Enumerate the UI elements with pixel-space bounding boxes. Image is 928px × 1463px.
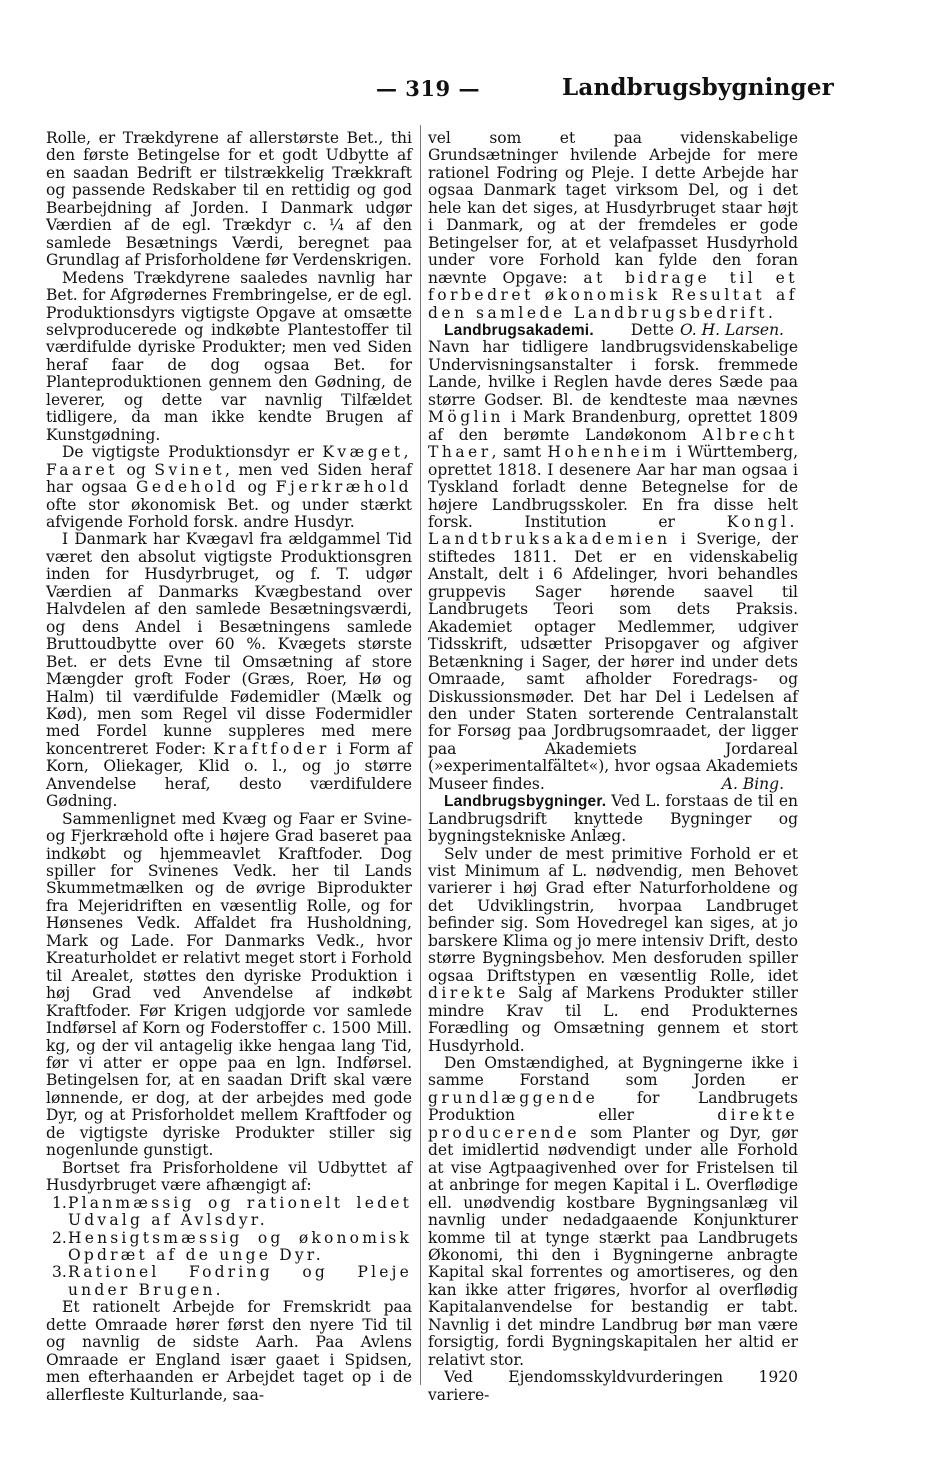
paragraph (46, 444, 412, 531)
list-number: 1. (52, 1193, 67, 1212)
text-run: Selv under de mest primitive Forhold er et vist Minimum af L. nødvendig, men Behovet varierer i høj Grad efter Naturforholdene og det Udviklingstrin, hvorpaa Landbruget befinder sig. Som Hovedregel kan siges, at jo barskere Klima og jo mere intensiv Drift, desto større Bygningsbehov. Men desforuden spiller ogsaa Driftstypen en væsentlig Rolle, idet (428, 844, 798, 985)
paragraph: Et rationelt Arbejde for Fremskridt paa dette Omraade hører først den nyere Tid til og navnlig de sidste Aarh. Paa Avlens Omraade er England især gaaet i Spidsen, men efterhaanden er Arbejdet taget op i de allerfleste Kulturlande, saa- (46, 1298, 412, 1404)
list-number: 3. (52, 1263, 67, 1282)
text-run: i Mark Brandenburg, oprettet 1809 af den berømte Landøkonom (428, 408, 798, 444)
text-run: i Württemberg, oprettet 1818. I desenere Aar har man ogsaa i Tyskland forladt denne Betegnelse for de højere Landbrugsskoler. En fra disse helt forsk. Institution er (428, 443, 798, 531)
paragraph: Ved Ejendomsskyldvurderingen 1920 variere- (428, 1368, 798, 1404)
spaced-term: at bidrage til et forbedret økonomisk Resultat af den samlede Landbrugsbedrift. (428, 268, 798, 322)
spaced-term: Kraftfoder (213, 739, 330, 758)
text-run: som Planter og Dyr, gør det imidlertid nødvendigt under alle Forhold at vise Agtpaagivenhed over for Fristelsen til at anbringe for megen Kapital i L. Overflødige ell. unødvendig kostbare Bygningsanlæg vil navnlig under nedadgaaende Konjunkturer komme til at tynge stærkt paa Landbrugets Økonomi, thi den i Bygningerne anbragte Kapital skal forrentes og amortiseres, og den kan ikke atter frigøres, hvorfor al overflødig Kapitalanvendelse for bestandig er tabt. Navnlig i det mindre Landbrug bør man være forsigtig, fordi Bygningskapitalen her altid er relativt stor. (428, 1123, 798, 1369)
column-rule (420, 125, 421, 1385)
author-signature: A. Bing. (721, 774, 784, 793)
spaced-term: Fjerkræhold (275, 478, 412, 497)
text-run: I Danmark har Kvægavl fra ældgammel Tid været den absolut vigtigste Produktionsgren inden for Husdyrbruget, og f. T. udgør Værdien af Danmarks Kvægbestand over Halvdelen af den samlede Besætningsværdi, og dens Andel i Besætningens samlede Bruttoudbytte over 60 %. Kvægets største Bet. er dets Evne til Omsætning af store Mængder groft Foder (Græs, Roer, Hø og Halm) til værdifulde Fødemidler (Mælk og Kød), men som Regel vil disse Fodermidler med Fordel kunne suppleres med mere koncentreret Foder: (46, 530, 412, 758)
text-run: Ved L. forstaas de til en Landbrugsdrift knyttede Bygninger og bygningstekniske Anlæg. (428, 792, 798, 846)
spaced-term: direkte (428, 984, 509, 1003)
spaced-term: Albrecht Thaer (428, 425, 798, 462)
paragraph: Medens Trækdyrene saaledes navnlig har Bet. for Afgrødernes Frembringelse, er de egl. Produktionsdyrs vigtigste Opgave at omsætte selvproducerede og indkøbte Plantestoffer til værdifulde dyriske Produkter; men ved Siden heraf faar de dog ogsaa Bet. for Planteproduktionen gennem den Gødning, de leverer, og dette var navnlig Tilfældet tidligere, da man ikke kendte Brugen af Kunstgødning. (46, 268, 412, 444)
entry-landbrugsbygninger (428, 793, 798, 845)
spaced-term: Kvæget, Faaret (46, 443, 412, 479)
paragraph: Bortset fra Prisforholdene vil Udbyttet af Husdyrbruget være afhængigt af: (46, 1158, 412, 1195)
running-head: Landbrugsbygninger (562, 74, 834, 101)
spaced-term: grundlæggende (428, 1088, 599, 1107)
numbered-list (46, 1195, 412, 1300)
text-run: Dette Navn har tidligere landbrugsvidenskabelige Undervisningsanstalter i forsk. fremmede Lande, hvilke i Reglen havde deres Sæde paa større Godser. Bl. de kendteste maa nævnes (428, 320, 798, 409)
list-number: 2. (52, 1228, 67, 1247)
text-run: Den Omstændighed, at Bygningerne ikke i samme Forstand som Jorden er (428, 1054, 798, 1090)
text-run: Salg af Markens Produkter stiller mindre Krav til L. end Produkternes Forædling og Omsætning gennem et stort Husdyrhold. (428, 984, 798, 1055)
list-item (46, 1230, 412, 1265)
right-column (428, 130, 798, 1404)
entry-title: Landbrugsakademi. (444, 321, 594, 339)
paragraph: Rolle, er Trækdyrene af allerstørste Bet., thi den første Betingelse for et godt Udbytte af en saadan Bedrift er tilstrækkelig Trækkraft og passende Redskaber til en rettidig og god Bearbejdning af Jorden. I Danmark udgør Værdien af de egl. Trækdyr c. ¼ af den samlede Besætnings Værdi, beregnet paa Grundlag af Prisforholdene før Verdenskrigen. (46, 129, 412, 270)
text-run: , samt (491, 443, 548, 462)
entry-title: Landbrugsbygninger. (444, 793, 607, 811)
spaced-term: Kongl. Landtbruksakademien (428, 512, 798, 549)
paragraph (46, 531, 412, 810)
entry-landbrugsakademi (428, 322, 798, 793)
text-run: i Form af Korn, Oliekager, Klid o. l., og jo større Anvendelse heraf, desto værdifuldere Gødning. (46, 739, 412, 811)
paragraph: Sammenlignet med Kvæg og Faar er Svine- og Fjerkræhold ofte i højere Grad baseret paa indkøbt og hjemmeavlet Kraftfoder. Dog spiller for Svinenes Vedk. her til Lands Skummetmælken og de øvrige Biprodukter fra Mejeridriften en væsentlig Rolle, og for Hønsenes Vedk. Affaldet fra Husholdning, Mark og Lade. For Danmarks Vedk., hvor Kreaturholdet er relativt meget stort i Forhold til Arealet, støttes den dyriske Produktion i høj Grad ved Anvendelse af indkøbt Kraftfoder. Før Krigen udgjorde vor samlede Indførsel af Korn og Foderstoffer c. 1500 Mill. kg, og der vil antagelig ikke hengaa lang Tid, før vi atter er oppe paa en lgn. Indførsel. Betingelsen for, at en saadan Drift skal være lønnende, er dog, at der arbejdes med gode Dyr, og at Prisforholdet mellem Kraftfoder og de vigtigste dyriske Produkter stiller sig nogenlunde gunstigt. (46, 809, 412, 1160)
text-run: og (118, 460, 155, 479)
list-text: Planmæssig og rationelt ledet Udvalg af Avlsdyr. (68, 1193, 412, 1230)
spaced-term: Svinet (154, 460, 226, 479)
text-run: ofte stor økonomisk Bet. og under stærkt afvigende Forhold forsk. andre Husdyr. (46, 495, 412, 531)
author-signature: O. H. Larsen. (679, 320, 784, 339)
spaced-term: Gedehold (136, 478, 239, 497)
text-run: , men ved Siden heraf har ogsaa (46, 460, 412, 497)
list-text: Rationel Fodring og Pleje under Brugen. (68, 1263, 412, 1299)
spaced-term: direkte producerende (428, 1106, 798, 1142)
text-run: i Sverige, der stiftedes 1811. Det er en videnskabelig Anstalt, delt i 6 Afdelinger, hvori behandles gruppevis Sager hørende saavel til Landbrugets Teori som dets Praksis. Akademiet optager Medlemmer, udgiver Tidsskrift, udsætter Prisopgaver og afgiver Betænkning i Sager, der hører ind under dets Omraade, samt afholder Foredrags- og Diskussionsmøder. Det har Del i Ledelsen af den under Staten sorterende Centralanstalt for Forsøg paa Jordbrugsomraadet, der ligger paa Akademiets Jordareal (»experimentalfältet«), hvor ogsaa Akademiets Museer findes. (428, 530, 798, 793)
list-item (46, 1195, 412, 1230)
left-column (46, 130, 412, 1404)
text-run: og (238, 478, 276, 497)
paragraph (428, 1055, 798, 1369)
text-run: for Landbrugets Produktion eller (428, 1088, 798, 1125)
paragraph (428, 846, 798, 1055)
list-text: Hensigtsmæssig og økonomisk Opdræt af de unge Dyr. (68, 1228, 412, 1264)
page-number: — 319 — (376, 76, 480, 101)
list-item (46, 1264, 412, 1299)
spaced-term: Hohenheim (547, 443, 670, 462)
spaced-term: Möglin (428, 408, 505, 427)
text-run: De vigtigste Produktionsdyr er (62, 443, 323, 462)
text-run: vel som et paa videnskabelige Grundsætninger hvilende Arbejde for mere rationel Fodring og Pleje. I dette Arbejde har ogsaa Danmark taget virksom Del, og i det hele kan det siges, at Husdyrbruget staar højt i Danmark, og at der fremdeles er gode Betingelser for, at et velafpasset Husdyrhold under vore Forhold kan fylde den foran nævnte Opgave: (428, 129, 798, 287)
